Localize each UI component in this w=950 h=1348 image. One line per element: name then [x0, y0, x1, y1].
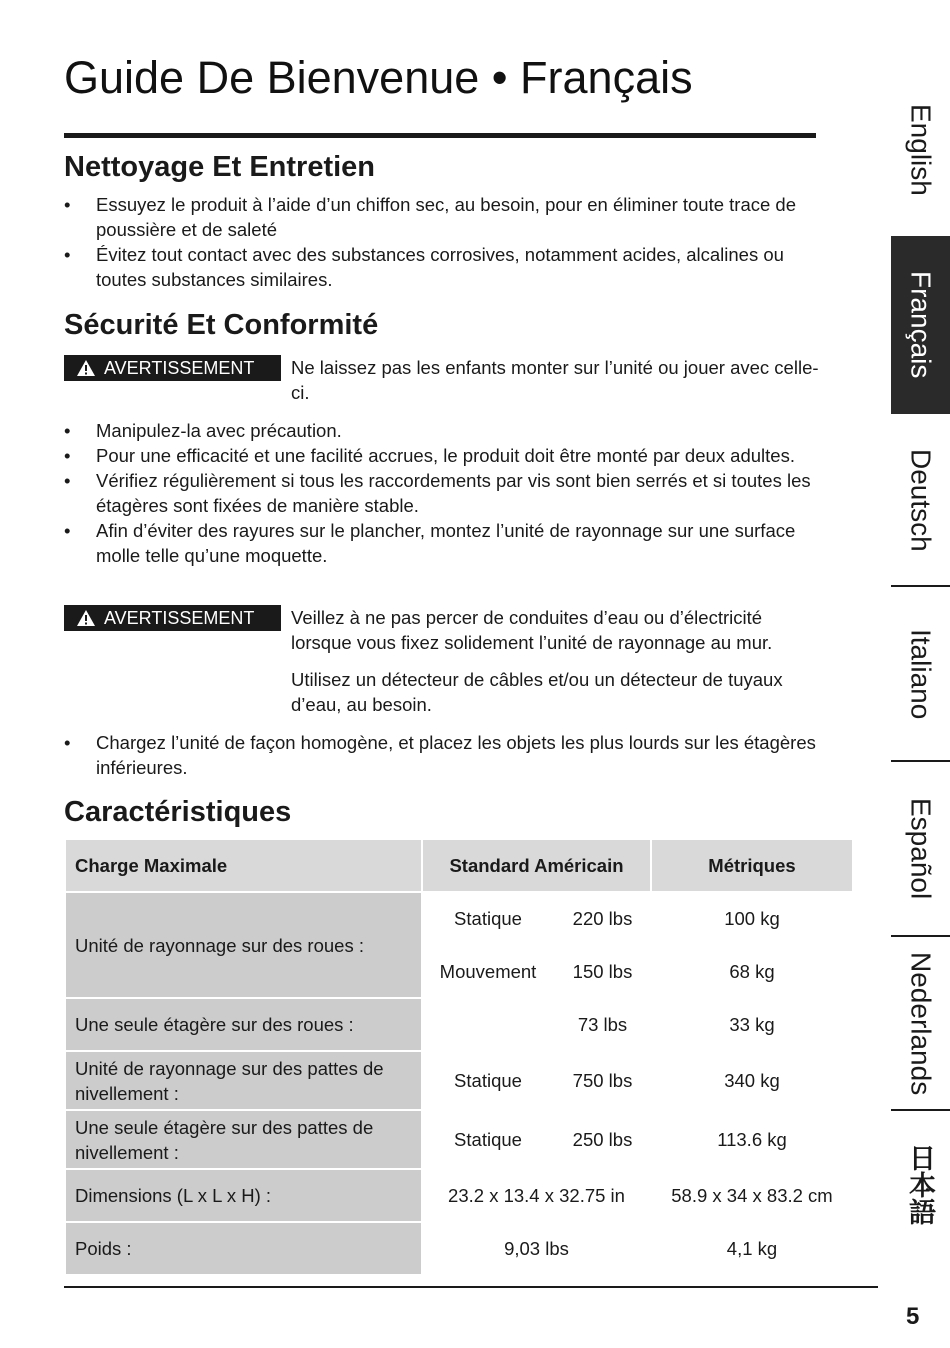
warning-label: AVERTISSEMENT — [104, 608, 255, 628]
page-number: 5 — [906, 1303, 920, 1330]
cell-us: 750 lbs — [572, 1069, 633, 1091]
row-label: Une seule étagère sur des roues : — [66, 999, 421, 1050]
specs-table — [64, 838, 854, 1276]
list-item: • Pour une efficacité et une facilité accrues, le produit doit être monté par deux adultes. — [64, 445, 795, 466]
warning-badge — [64, 605, 281, 631]
cell-us: 23.2 x 13.4 x 32.75 in — [448, 1184, 625, 1206]
section-heading-specs: Caractéristiques — [64, 796, 292, 828]
tab-deutsch[interactable] — [891, 418, 950, 583]
cell-metric: 58.9 x 34 x 83.2 cm — [671, 1184, 833, 1206]
row-label: Unité de rayonnage sur des pattes de nivellement : — [66, 1052, 421, 1109]
tab-japanese[interactable] — [891, 1114, 950, 1254]
section-heading-cleaning: Nettoyage Et Entretien — [64, 151, 375, 183]
table-row — [66, 1111, 852, 1168]
list-item-text: Essuyez le produit à l’aide d’un chiffon sec, au besoin, pour en éliminer toute trace de poussière et de saleté — [96, 194, 797, 240]
cleaning-list — [64, 192, 824, 292]
tab-divider — [891, 585, 950, 587]
cell-mode: Statique — [454, 1128, 522, 1150]
row-label: Poids : — [66, 1223, 421, 1274]
warning-triangle-icon — [76, 609, 96, 627]
cell-us: 150 lbs — [572, 960, 633, 982]
list-item: • Vérifiez régulièrement si tous les raccordements par vis sont bien serrés et si toutes les étagères sont fixées de manière stable. — [64, 470, 811, 516]
tab-divider — [891, 935, 950, 937]
column-header: Charge Maximale — [66, 840, 421, 891]
cell-metric: 4,1 kg — [726, 1237, 778, 1259]
cell-us: 250 lbs — [572, 1128, 633, 1150]
cell-us: 73 lbs — [577, 1013, 628, 1035]
list-item-text: Vérifiez régulièrement si tous les raccordements par vis sont bien serrés et si toutes les étagères sont fixées de manière stable. — [96, 470, 811, 516]
list-item: • Manipulez-la avec précaution. — [64, 420, 342, 441]
warning-text: Veillez à ne pas percer de conduites d’eau ou d’électricité lorsque vous fixez solidement l’unité de rayonnage au mur. — [291, 607, 773, 653]
list-item: • Chargez l’unité de façon homogène, et placez les objets les plus lourds sur les étagères inférieures. — [64, 732, 816, 778]
footer-divider — [64, 1286, 878, 1288]
list-item-text: Pour une efficacité et une facilité accrues, le produit doit être monté par deux adultes. — [96, 445, 795, 466]
tab-label: Deutsch — [905, 449, 937, 552]
row-label: Une seule étagère sur des pattes de nivellement : — [66, 1111, 421, 1168]
warning-block-1 — [64, 355, 824, 405]
cell-metric: 340 kg — [724, 1069, 780, 1091]
warning-text: Ne laissez pas les enfants monter sur l’unité ou jouer avec celle-ci. — [291, 357, 819, 403]
table-row — [66, 893, 852, 944]
tab-label: 日本語 — [905, 1143, 935, 1225]
table-row — [66, 1052, 852, 1109]
tab-divider — [891, 760, 950, 762]
tab-divider — [891, 1109, 950, 1111]
cell-mode — [423, 999, 553, 1050]
cell-metric: 100 kg — [724, 907, 780, 929]
cell-mode: Statique — [454, 1069, 522, 1091]
warning-text-note: Utilisez un détecteur de câbles et/ou un détecteur de tuyaux d’eau, au besoin. — [291, 669, 783, 715]
tab-italiano[interactable] — [891, 590, 950, 758]
row-label: Dimensions (L x L x H) : — [66, 1170, 421, 1221]
tab-label: Nederlands — [905, 952, 937, 1096]
column-header: Standard Américain — [423, 840, 650, 891]
tab-espanol[interactable] — [891, 765, 950, 933]
cell-metric: 68 kg — [729, 960, 775, 982]
list-item: • Afin d’éviter des rayures sur le plancher, montez l’unité de rayonnage sur une surface molle telle qu’une moquette. — [64, 520, 796, 566]
cell-metric: 33 kg — [729, 1013, 775, 1035]
section-heading-safety: Sécurité Et Conformité — [64, 309, 379, 341]
row-label: Unité de rayonnage sur des roues : — [66, 893, 421, 997]
title-divider — [64, 133, 816, 138]
cell-us: 220 lbs — [572, 907, 633, 929]
tab-nederlands[interactable] — [891, 940, 950, 1108]
tab-label: Español — [905, 798, 937, 900]
table-row — [66, 999, 852, 1050]
safety-list-2 — [64, 730, 824, 780]
tab-francais[interactable] — [891, 236, 950, 414]
cell-us: 9,03 lbs — [504, 1237, 569, 1259]
column-header: Métriques — [652, 840, 852, 891]
page-title: Guide De Bienvenue • Français — [64, 52, 693, 103]
table-row — [66, 1223, 852, 1274]
warning-triangle-icon — [76, 359, 96, 377]
warning-block-2 — [64, 605, 824, 717]
cell-mode: Statique — [454, 907, 522, 929]
list-item-text: Afin d’éviter des rayures sur le plancher, montez l’unité de rayonnage sur une surface molle telle qu’une moquette. — [96, 520, 796, 566]
list-item: • Essuyez le produit à l’aide d’un chiffon sec, au besoin, pour en éliminer toute trace de poussière et de saleté — [64, 194, 797, 240]
table-header-row — [66, 840, 852, 891]
tab-label: Italiano — [905, 628, 937, 720]
safety-list — [64, 418, 824, 568]
list-item: • Évitez tout contact avec des substances corrosives, notamment acides, alcalines ou toutes substances similaires. — [64, 244, 784, 290]
warning-badge — [64, 355, 281, 381]
list-item-text: Évitez tout contact avec des substances corrosives, notamment acides, alcalines ou toutes substances similaires. — [96, 244, 784, 290]
tab-label: Français — [905, 271, 937, 379]
list-item-text: Manipulez-la avec précaution. — [96, 420, 342, 441]
list-item-text: Chargez l’unité de façon homogène, et placez les objets les plus lourds sur les étagères inférieures. — [96, 732, 816, 778]
tab-label: English — [905, 104, 937, 196]
cell-metric: 113.6 kg — [717, 1128, 787, 1150]
table-row — [66, 1170, 852, 1221]
tab-english[interactable] — [891, 95, 950, 205]
warning-label: AVERTISSEMENT — [104, 358, 255, 378]
cell-mode: Mouvement — [439, 960, 537, 982]
